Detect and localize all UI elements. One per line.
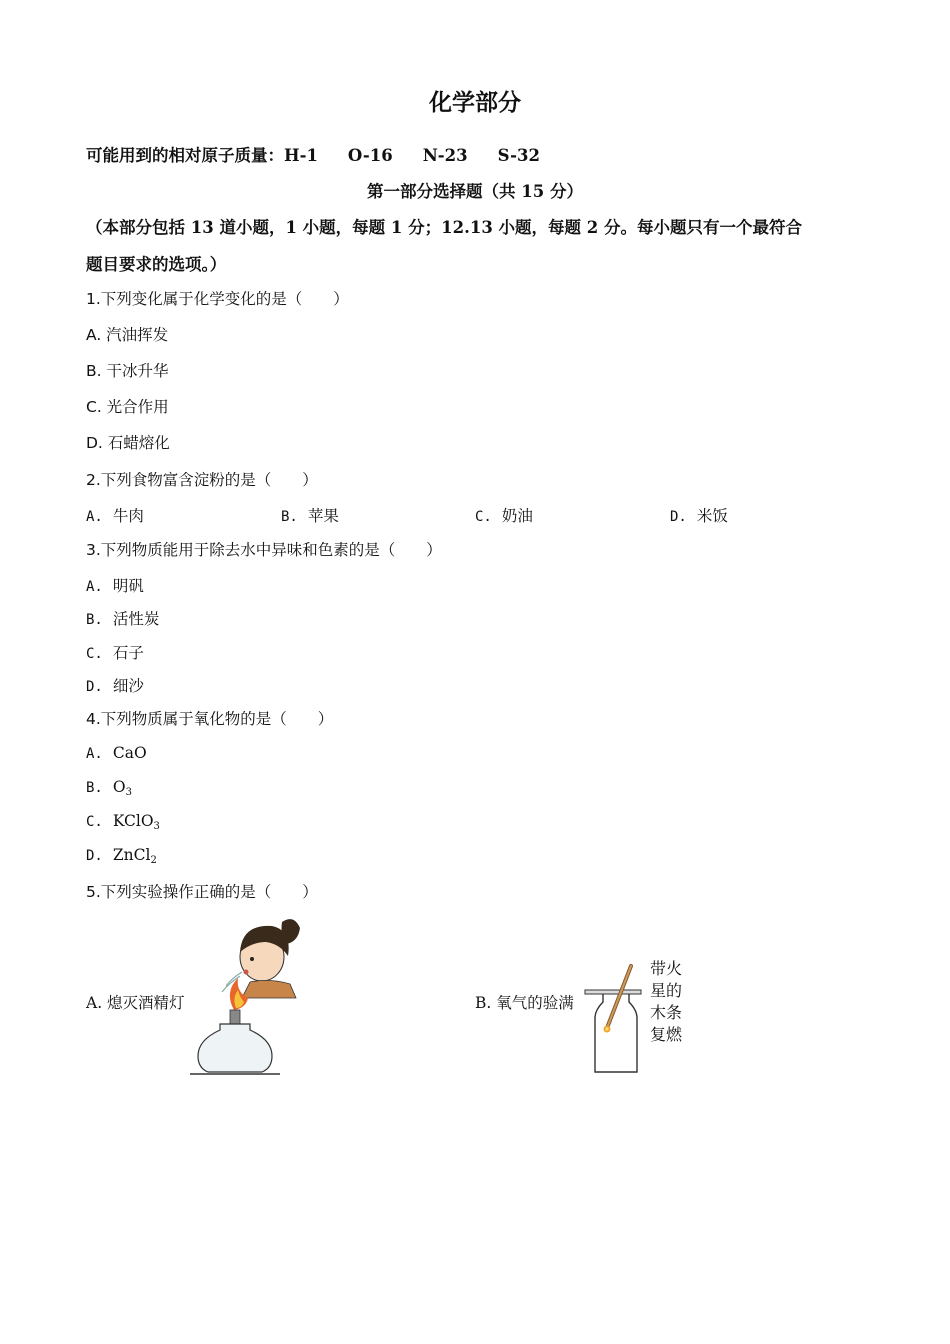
caption-line: 星的 xyxy=(650,981,683,1000)
atomic-mass-o: O-16 xyxy=(347,146,393,165)
figure-b-caption xyxy=(650,958,682,1046)
atomic-masses xyxy=(86,142,540,166)
atomic-mass-s: S-32 xyxy=(497,146,540,165)
q2-option-a: A. 牛肉 xyxy=(86,507,144,525)
atomic-mass-h: H-1 xyxy=(284,146,318,165)
page-title: 化学部分 xyxy=(429,89,521,116)
q3-stem: 3.下列物质能用于除去水中异味和色素的是（ ） xyxy=(86,541,442,559)
q2-option-b: B. 苹果 xyxy=(281,507,339,525)
part-title: 第一部分选择题（共 15 分） xyxy=(367,182,583,201)
q5-option-a: A. 熄灭酒精灯 xyxy=(86,994,185,1012)
instructions-line-1: （本部分包括 13 道小题，1 小题，每题 1 分；12.13 小题，每题 2 分。每小题只有一个最符合 xyxy=(86,218,803,237)
instructions-line-2: 题目要求的选项。） xyxy=(86,255,227,274)
atomic-masses-label: 可能用到的相对原子质量： xyxy=(86,146,284,165)
q1-stem: 1.下列变化属于化学变化的是（ ） xyxy=(86,290,349,308)
q1-option-c: C. 光合作用 xyxy=(86,398,169,416)
q4-option-b: B. $O_3$ xyxy=(86,778,132,798)
q2-option-d: D. 米饭 xyxy=(670,507,728,525)
q3-option-c: C. 石子 xyxy=(86,644,144,662)
q1-option-a: A. 汽油挥发 xyxy=(86,326,169,344)
figure-blowing-out-alcohol-lamp xyxy=(190,912,310,1082)
q2-stem: 2.下列食物富含淀粉的是（ ） xyxy=(86,471,318,489)
caption-line: 木条 xyxy=(650,1003,683,1022)
q3-option-a: A. 明矾 xyxy=(86,577,144,595)
q4-stem: 4.下列物质属于氧化物的是（ ） xyxy=(86,710,334,728)
q2-option-c: C. 奶油 xyxy=(475,507,533,525)
q3-option-d: D. 细沙 xyxy=(86,677,144,695)
q3-option-b: B. 活性炭 xyxy=(86,610,160,628)
caption-line: 带火 xyxy=(650,959,683,978)
q5-stem: 5.下列实验操作正确的是（ ） xyxy=(86,883,318,901)
q4-option-a: A. CaO xyxy=(86,744,147,762)
caption-line: 复燃 xyxy=(650,1025,683,1044)
q5-option-b: B. 氧气的验满 xyxy=(475,994,574,1012)
q4-option-c: C. KClO$_3$ xyxy=(86,812,160,832)
q1-option-d: D. 石蜡熔化 xyxy=(86,434,170,452)
q4-option-d: D. ZnCl$_2$ xyxy=(86,846,157,866)
atomic-mass-n: N-23 xyxy=(422,146,468,165)
q1-option-b: B. 干冰升华 xyxy=(86,362,169,380)
